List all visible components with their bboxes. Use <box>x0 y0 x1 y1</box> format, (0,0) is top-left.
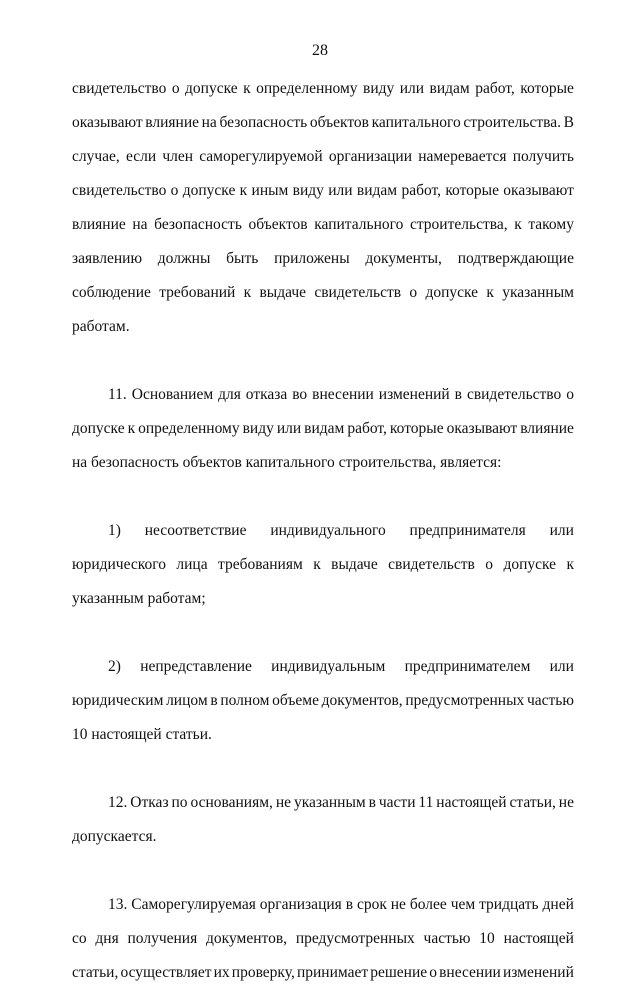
word: к <box>239 182 248 199</box>
word: которые <box>445 182 499 199</box>
word: капитального <box>314 216 404 233</box>
text-line <box>72 276 574 310</box>
text-line <box>72 174 574 208</box>
list-item <box>72 650 574 752</box>
word: свидетельство <box>466 386 562 403</box>
word: лицом <box>166 692 208 709</box>
word: влияние <box>72 216 126 233</box>
word: 12. <box>108 794 128 811</box>
word: индивидуальным <box>271 658 386 675</box>
word: настоящей <box>503 930 574 947</box>
word: виду <box>363 80 395 97</box>
paragraph <box>72 888 574 990</box>
word: видам <box>304 420 345 437</box>
text-line-last: 10 настоящей статьи. <box>72 726 212 743</box>
word: к <box>313 556 321 573</box>
word: предусмотренных <box>295 930 415 947</box>
word: лица <box>176 556 208 573</box>
word: влияние <box>145 114 199 131</box>
word: не <box>275 794 292 811</box>
text-line <box>72 684 574 718</box>
word: или <box>399 80 425 97</box>
word: документы, <box>365 250 442 267</box>
word: требованиям <box>218 556 303 573</box>
text-line <box>72 208 574 242</box>
word: случае, <box>72 148 120 165</box>
word: организация <box>259 896 342 913</box>
word: со <box>72 930 87 947</box>
word: на <box>201 114 217 131</box>
text-line <box>72 242 574 276</box>
word: работ, <box>475 80 515 97</box>
word: о <box>170 182 179 199</box>
word: допуске <box>503 556 557 573</box>
word: виду <box>292 182 324 199</box>
word: такому <box>528 216 574 233</box>
word: изменений <box>502 964 574 981</box>
word: в <box>368 794 376 811</box>
word: допуске <box>72 420 125 437</box>
text-line <box>72 786 574 820</box>
word: осуществляет <box>120 964 212 981</box>
paragraph <box>72 786 574 854</box>
word: которые <box>520 80 574 97</box>
word: намеревается <box>418 148 507 165</box>
word: настоящей <box>436 794 507 811</box>
word: объеме <box>272 692 319 709</box>
word: более <box>409 896 447 913</box>
word: непредставление <box>140 658 252 675</box>
word: выдаче <box>259 284 307 301</box>
word: к <box>514 216 522 233</box>
word: объектов <box>248 216 308 233</box>
word: не <box>558 794 574 811</box>
word: частью <box>526 692 574 709</box>
word: документов, <box>321 692 403 709</box>
page-number: 28 <box>312 42 328 59</box>
word: свидетельств <box>388 556 475 573</box>
paragraph <box>72 72 574 344</box>
text-line <box>72 412 574 446</box>
word: основаниям, <box>190 794 273 811</box>
word: на <box>132 216 148 233</box>
word: соблюдение <box>72 284 151 301</box>
word: не <box>390 896 406 913</box>
word: саморегулируемой <box>199 148 323 165</box>
word: изменений <box>378 386 450 403</box>
word: во <box>292 386 308 403</box>
word: о <box>485 556 494 573</box>
word: безопасность <box>219 114 308 131</box>
word: которые <box>389 420 444 437</box>
word: В <box>563 114 574 131</box>
word: в <box>454 386 462 403</box>
word: или <box>328 182 353 199</box>
word: влияние <box>520 420 574 437</box>
word: капитального <box>371 114 461 131</box>
list-item <box>72 514 574 616</box>
text-line <box>72 140 574 174</box>
word: оказывают <box>446 420 518 437</box>
word: работ, <box>347 420 387 437</box>
word: 2) <box>108 658 121 675</box>
text-line <box>72 548 574 582</box>
word: в <box>345 896 354 913</box>
word: части <box>378 794 416 811</box>
word: свидетельство <box>72 80 167 97</box>
word: статьи, <box>509 794 556 811</box>
word: строительства, <box>409 216 508 233</box>
word: безопасность <box>154 216 242 233</box>
word: юридического <box>72 556 166 573</box>
word: Отказ <box>130 794 169 811</box>
word: о <box>566 386 574 403</box>
word: видам <box>429 80 470 97</box>
word: к <box>243 80 251 97</box>
word: 11. <box>108 386 127 403</box>
text-line <box>72 72 574 106</box>
word: допуске <box>425 284 479 301</box>
word: допуске <box>185 80 238 97</box>
word: допуске <box>182 182 236 199</box>
word: оказывают <box>503 182 574 199</box>
word: 1) <box>108 522 121 539</box>
text-line <box>72 106 574 140</box>
word: принимает <box>296 964 369 981</box>
text-line <box>72 956 574 990</box>
word: свидетельство <box>72 182 167 199</box>
word: объектов <box>309 114 369 131</box>
word: частью <box>423 930 471 947</box>
word: выдаче <box>331 556 378 573</box>
word: предпринимателем <box>404 658 531 675</box>
word: полном <box>220 692 270 709</box>
word: отказа <box>245 386 288 403</box>
word: подтверждающие <box>457 250 574 267</box>
text-line <box>72 888 574 922</box>
word: или <box>276 420 302 437</box>
word: или <box>549 522 574 539</box>
word: быть <box>226 250 259 267</box>
word: приложены <box>274 250 350 267</box>
word: о <box>429 964 437 981</box>
word: дней <box>542 896 574 913</box>
word: 11 <box>418 794 434 811</box>
word: получить <box>512 148 574 165</box>
word: член <box>162 148 194 165</box>
word: заявлению <box>72 250 143 267</box>
paragraph <box>72 378 574 480</box>
word: документов, <box>206 930 288 947</box>
word: указанным <box>293 794 366 811</box>
word: свидетельств <box>314 284 402 301</box>
word: должны <box>157 250 211 267</box>
word: Саморегулируемая <box>131 896 256 913</box>
text-line-last: допускается. <box>72 828 157 845</box>
text-line-last: работам. <box>72 318 130 335</box>
word: в <box>210 692 218 709</box>
word: определенному <box>138 420 240 437</box>
word: работ, <box>401 182 441 199</box>
word: статьи, <box>72 964 119 981</box>
word: к <box>486 284 494 301</box>
word: предусмотренных <box>405 692 525 709</box>
text-line <box>72 650 574 684</box>
word: несоответствие <box>144 522 247 539</box>
word: к <box>243 284 252 301</box>
text-line <box>72 378 574 412</box>
word: если <box>125 148 157 165</box>
word: виду <box>242 420 274 437</box>
word: оказывают <box>72 114 143 131</box>
word: видам <box>356 182 398 199</box>
word: определенному <box>256 80 358 97</box>
text-line <box>72 922 574 956</box>
word: или <box>549 658 574 675</box>
word: Основанием <box>131 386 214 403</box>
word: строительства. <box>463 114 561 131</box>
word: указанным <box>502 284 574 301</box>
word: индивидуального <box>270 522 386 539</box>
text-line-last: на безопасность объектов капитального строительства, является: <box>72 454 502 471</box>
word: дня <box>95 930 119 947</box>
word: решение <box>370 964 428 981</box>
word: к <box>127 420 136 437</box>
word: по <box>171 794 188 811</box>
document-body <box>72 72 574 990</box>
word: внесении <box>312 386 374 403</box>
word: для <box>218 386 241 403</box>
word: внесении <box>439 964 501 981</box>
word: организации <box>328 148 413 165</box>
word: тридцать <box>479 896 539 913</box>
word: проверку, <box>231 964 295 981</box>
word: получения <box>127 930 198 947</box>
word: чем <box>450 896 476 913</box>
word: требований <box>159 284 236 301</box>
word: 10 <box>479 930 495 947</box>
word: о <box>409 284 418 301</box>
text-line <box>72 514 574 548</box>
word: предпринимателя <box>409 522 526 539</box>
text-line-last: указанным работам; <box>72 590 206 607</box>
word: иным <box>251 182 289 199</box>
word: их <box>213 964 230 981</box>
word: юридическим <box>72 692 164 709</box>
word: к <box>566 556 574 573</box>
word: срок <box>356 896 387 913</box>
word: 13. <box>108 896 128 913</box>
word: о <box>171 80 180 97</box>
